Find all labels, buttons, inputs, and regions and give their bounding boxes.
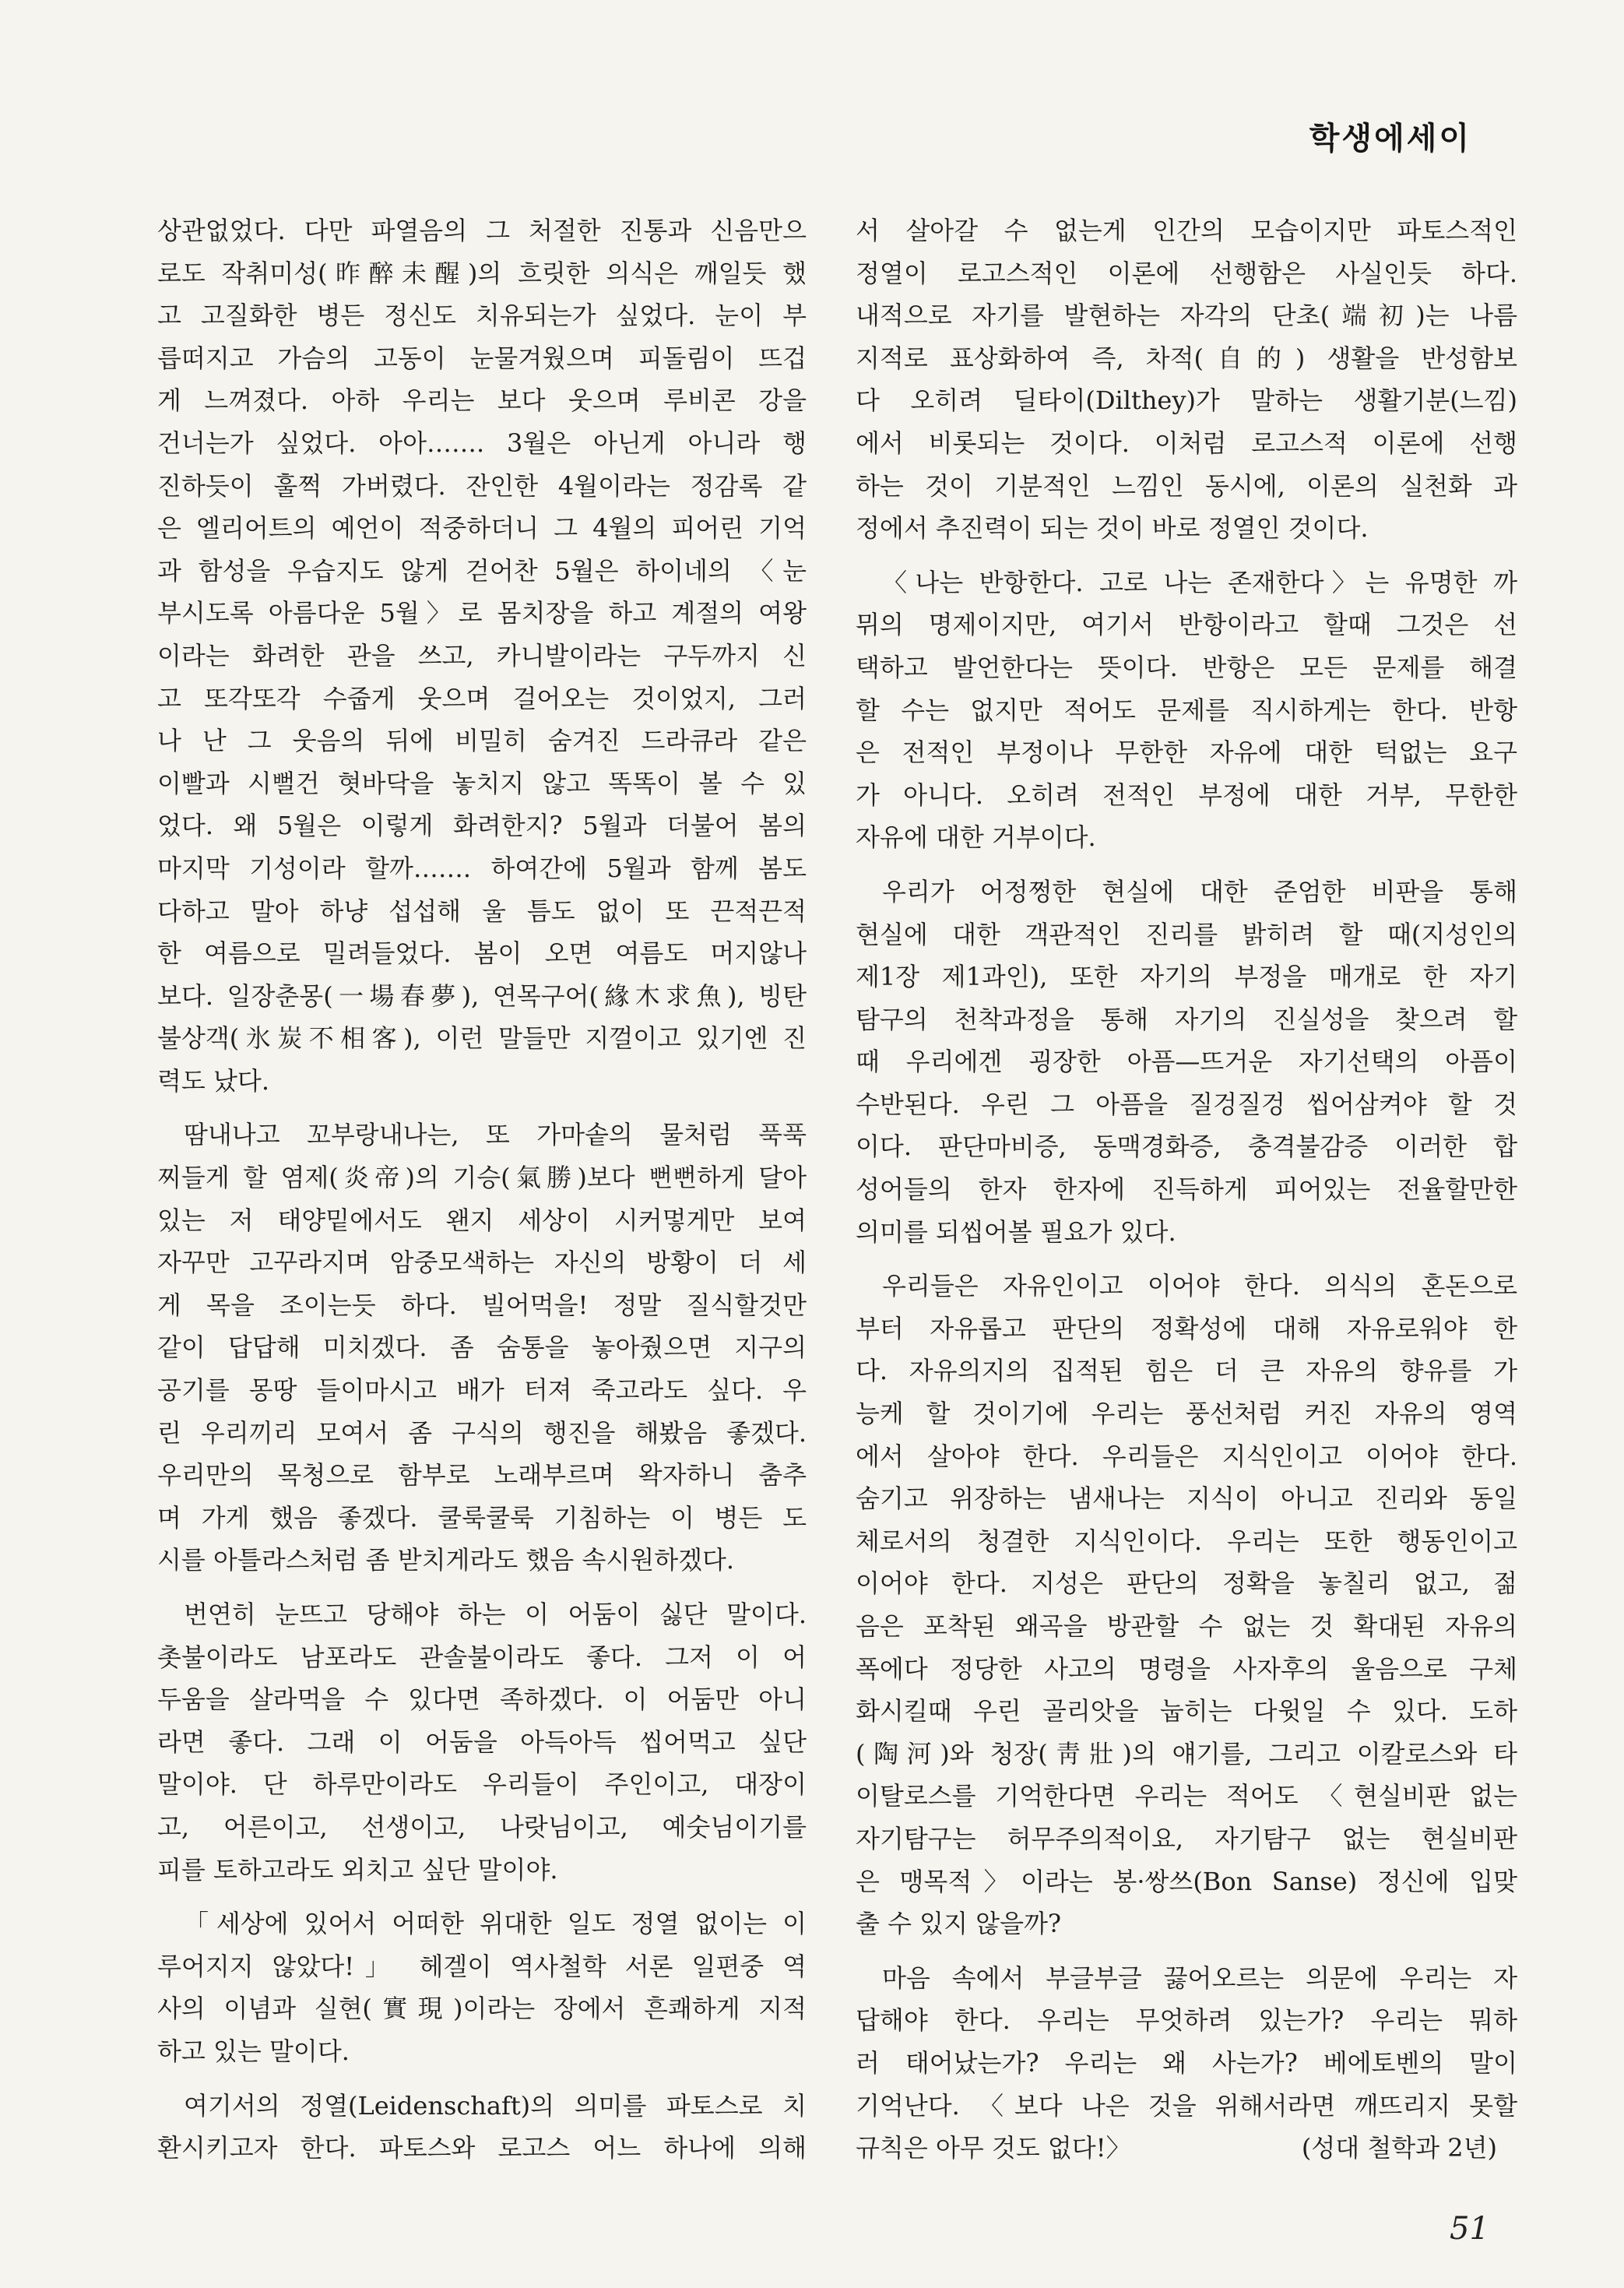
text-line: 정에서 추진력이 되는 것이 바로 정열인 것이다. xyxy=(856,513,1369,544)
paragraph xyxy=(157,1114,807,1582)
text-line: 고 고질화한 병든 정신도 치유되는가 싶었다. 눈이 부 xyxy=(157,301,807,331)
text-line: 출 수 있지 않을까? xyxy=(856,1909,1062,1939)
text-line: 답해야 한다. 우리는 무엇하려 있는가? 우리는 뭐하 xyxy=(856,2005,1517,2036)
text-line: 지적로 표상화하여 즉, 차적(自的) 생활을 반성함보 xyxy=(856,343,1517,373)
text-line: 린 우리끼리 모여서 좀 구식의 행진을 해봤음 좋겠다. xyxy=(157,1417,807,1448)
text-line: 루어지지 않았다!」 헤겔이 역사철학 서론 일편중 역 xyxy=(157,1951,807,1981)
text-line: 시를 아틀라스처럼 좀 받치게라도 했음 속시원하겠다. xyxy=(157,1545,735,1575)
paragraph xyxy=(856,561,1517,859)
text-line: 가 아니다. 오히려 전적인 부정에 대한 거부, 무한한 xyxy=(856,780,1517,810)
paragraph xyxy=(856,1957,1517,2170)
text-line: 마음 속에서 부글부글 끓어오르는 의문에 우리는 자 xyxy=(882,1962,1517,1993)
text-line: 할 수는 없지만 적어도 문제를 직시하게는 한다. 반항 xyxy=(856,695,1517,725)
text-line: 력도 났다. xyxy=(157,1065,269,1096)
text-line: 체로서의 청결한 지식인이다. 우리는 또한 행동인이고 xyxy=(856,1526,1517,1556)
text-line: 택하고 발언한다는 뜻이다. 반항은 모든 문제를 해결 xyxy=(856,652,1517,682)
text-line: 〈나는 반항한다. 고로 나는 존재한다〉는 유명한 까 xyxy=(882,567,1517,597)
text-line: 서 살아갈 수 없는게 인간의 모습이지만 파토스적인 xyxy=(856,216,1517,245)
text-line: 사의 이념과 실현(實現)이라는 장에서 흔쾌하게 지적 xyxy=(157,1994,807,2024)
text-line: 촛불이라도 남포라도 관솔불이라도 좋다. 그저 이 어 xyxy=(157,1642,807,1672)
text-line: 이라는 화려한 관을 쓰고, 카니발이라는 구두까지 신 xyxy=(157,640,807,671)
text-line: 다하고 말아 하냥 섭섭해 울 틈도 없이 또 끈적끈적 xyxy=(157,896,807,926)
text-line: 내적으로 자기를 발현하는 자각의 단초(端初)는 나름 xyxy=(856,301,1517,331)
text-line: 말이야. 단 하루만이라도 우리들이 주인이고, 대장이 xyxy=(157,1769,807,1800)
section-label: 학생에세이 xyxy=(1309,121,1471,157)
text-line: 공기를 몽땅 들이마시고 배가 터져 죽고라도 싶다. 우 xyxy=(157,1375,807,1406)
text-line: 게 목을 조이는듯 하다. 빌어먹을! 정말 질식할것만 xyxy=(157,1290,807,1320)
text-line: 부터 자유롭고 판단의 정확성에 대해 자유로워야 한 xyxy=(856,1313,1517,1343)
text-line: 은 맹목적〉이라는 봉·쌍쓰(Bon Sanse) 정신에 입맞 xyxy=(856,1866,1517,1896)
paragraph xyxy=(856,871,1517,1253)
text-line: 있는 저 태양밑에서도 왠지 세상이 시커멓게만 보여 xyxy=(157,1205,807,1235)
text-line: 폭에다 정당한 사고의 명령을 사자후의 울음으로 구체 xyxy=(856,1653,1517,1684)
text-line: 우리들은 자유인이고 이어야 한다. 의식의 혼돈으로 xyxy=(882,1271,1517,1301)
text-line: 여기서의 정열(Leidenschaft)의 의미를 파토스로 치 xyxy=(184,2090,807,2121)
text-line: 마지막 기성이라 할까……. 하여간에 5월과 함께 봄도 xyxy=(157,853,807,883)
text-line: 때 우리에겐 굉장한 아픔—뜨거운 자기선택의 아픔이 xyxy=(856,1047,1517,1077)
text-line: 현실에 대한 객관적인 진리를 밝히려 할 때(지성인의 xyxy=(856,919,1517,949)
text-line: 며 가게 했음 좋겠다. 쿨룩쿨룩 기침하는 이 병든 도 xyxy=(157,1502,807,1533)
text-line: 에서 비롯되는 것이다. 이처럼 로고스적 이론에 선행 xyxy=(856,428,1517,458)
text-line: 이빨과 시뻘건 혓바닥을 놓치지 않고 똑똑이 볼 수 있 xyxy=(157,768,807,798)
paragraph xyxy=(856,1265,1517,1945)
text-line: 화시킬때 우린 골리앗을 눕히는 다윗일 수 있다. 도하 xyxy=(856,1696,1517,1727)
text-line: 상관없었다. 다만 파열음의 그 처절한 진통과 신음만으 xyxy=(157,216,807,245)
paragraph xyxy=(157,209,807,1102)
text-line: 고 또각또각 수줍게 웃으며 걸어오는 것이었지, 그러 xyxy=(157,683,807,713)
text-line: 에서 살아야 한다. 우리들은 지식인이고 이어야 한다. xyxy=(856,1441,1517,1471)
text-line: 찌들게 할 염제(炎帝)의 기승(氣勝)보다 뻔뻔하게 달아 xyxy=(157,1163,807,1193)
text-line: 같이 답답해 미치겠다. 좀 숨통을 놓아줬으면 지구의 xyxy=(157,1332,807,1363)
text-line: 우리가 어정쩡한 현실에 대한 준엄한 비판을 통해 xyxy=(882,876,1517,906)
text-line: 자꾸만 고꾸라지며 암중모색하는 자신의 방황이 더 세 xyxy=(157,1248,807,1278)
text-line: 자기탐구는 허무주의적이요, 자기탐구 없는 현실비판 xyxy=(856,1823,1517,1853)
text-line: 환시키고자 한다. 파토스와 로고스 어느 하나에 의해 xyxy=(157,2133,807,2163)
text-line: 진하듯이 훌쩍 가버렸다. 잔인한 4월이라는 정감록 같 xyxy=(157,470,807,501)
text-line: 음은 포착된 왜곡을 방관할 수 없는 것 확대된 자유의 xyxy=(856,1611,1517,1641)
text-line: 다. 자유의지의 집적된 힘은 더 큰 자유의 향유를 가 xyxy=(856,1356,1517,1386)
text-line: 제1장 제1과인), 또한 자기의 부정을 매개로 한 자기 xyxy=(856,962,1517,992)
text-line: 두움을 살라먹을 수 있다면 족하겠다. 이 어둠만 아니 xyxy=(157,1684,807,1715)
paragraph xyxy=(157,2085,807,2170)
paragraph xyxy=(856,209,1517,550)
text-line: 건너는가 싶었다. 아아……. 3월은 아닌게 아니라 행 xyxy=(157,428,807,458)
text-line: 의미를 되씹어볼 필요가 있다. xyxy=(856,1216,1176,1247)
text-line: 탐구의 천착과정을 통해 자기의 진실성을 찾으려 할 xyxy=(856,1004,1517,1034)
text-line: (陶河)와 청장(靑壯)의 얘기를, 그리고 이칼로스와 타 xyxy=(856,1738,1517,1769)
text-line: 정열이 로고스적인 이론에 선행함은 사실인듯 하다. xyxy=(856,258,1517,288)
text-line: 이다. 판단마비증, 동맥경화증, 충격불감증 이러한 합 xyxy=(856,1132,1517,1162)
text-line: 라면 좋다. 그래 이 어둠을 아득아득 씹어먹고 싶단 xyxy=(157,1727,807,1757)
text-line: 은 엘리어트의 예언이 적중하더니 그 4월의 피어린 기억 xyxy=(157,513,807,544)
text-line: 불상객(氷炭不相客), 이런 말들만 지껄이고 있기엔 진 xyxy=(157,1023,807,1054)
author-attribution: (성대 철학과 2년) xyxy=(1301,2133,1497,2163)
text-line: 다 오히려 딜타이(Dilthey)가 말하는 생활기분(느낌) xyxy=(856,385,1517,416)
text-line: 이탈로스를 기억한다면 우리는 적어도 〈현실비판 없는 xyxy=(856,1781,1517,1811)
text-line: 하는 것이 기분적인 느낌인 동시에, 이론의 실천화 과 xyxy=(856,470,1517,501)
text-line: 한 여름으로 밀려들었다. 봄이 오면 여름도 머지않나 xyxy=(157,938,807,969)
text-line: 번연히 눈뜨고 당해야 하는 이 어둠이 싫단 말이다. xyxy=(184,1600,807,1629)
text-line: 었다. 왜 5월은 이렇게 화려한지? 5월과 더불어 봄의 xyxy=(157,811,807,841)
right-column xyxy=(856,209,1517,2170)
text-line: 숨기고 위장하는 냄새나는 지식이 아니고 진리와 동일 xyxy=(856,1484,1517,1514)
text-line: 성어들의 한자 한자에 진득하게 피어있는 전율할만한 xyxy=(856,1174,1517,1205)
text-line: 은 전적인 부정이나 무한한 자유에 대한 턱없는 요구 xyxy=(856,737,1517,768)
text-line: 고, 어른이고, 선생이고, 나랏님이고, 예숫님이기를 xyxy=(157,1811,807,1842)
text-line: 자유에 대한 거부이다. xyxy=(856,822,1096,853)
text-line: 이어야 한다. 지성은 판단의 정확을 놓칠리 없고, 젊 xyxy=(856,1568,1517,1599)
text-line: 땀내나고 꼬부랑내나는, 또 가마솥의 물처럼 푹푹 xyxy=(184,1120,807,1150)
left-column xyxy=(157,209,807,2170)
text-line: 과 함성을 우습지도 않게 걷어찬 5월은 하이네의 〈눈 xyxy=(157,555,807,586)
text-line: 우리만의 목청으로 함부로 노래부르며 왁자하니 춤추 xyxy=(157,1460,807,1491)
text-line: 수반된다. 우린 그 아픔을 질겅질겅 씹어삼켜야 할 것 xyxy=(856,1089,1517,1119)
text-line-content: 규칙은 아무 것도 없다!〉 xyxy=(856,2133,1131,2163)
text-line: 게 느껴졌다. 아하 우리는 보다 웃으며 루비콘 강을 xyxy=(157,385,807,416)
text-line: 릅떠지고 가슴의 고동이 눈물겨웠으며 피돌림이 뜨겁 xyxy=(157,343,807,373)
page-number: 51 xyxy=(1450,2211,1489,2247)
text-line: 능케 할 것이기에 우리는 풍선처럼 커진 자유의 영역 xyxy=(856,1399,1517,1429)
text-line: 피를 토하고라도 외치고 싶단 말이야. xyxy=(157,1854,558,1885)
text-line: 뮈의 명제이지만, 여기서 반항이라고 할때 그것은 선 xyxy=(856,610,1517,640)
text-line: 기억난다. 〈보다 나은 것을 위해서라면 깨뜨리지 못할 xyxy=(856,2090,1517,2121)
paragraph xyxy=(157,1593,807,1891)
text-line: 부시도록 아름다운 5월〉로 몸치장을 하고 계절의 여왕 xyxy=(157,598,807,628)
text-line: 나 난 그 웃음의 뒤에 비밀히 숨겨진 드라큐라 같은 xyxy=(157,726,807,756)
text-line: 보다. 일장춘몽(一場春夢), 연목구어(緣木求魚), 빙탄 xyxy=(157,980,807,1011)
text-line: 로도 작취미성(昨醉未醒)의 흐릿한 의식은 깨일듯 했 xyxy=(157,258,807,288)
text-line: 「세상에 있어서 어떠한 위대한 일도 정열 없이는 이 xyxy=(184,1909,807,1939)
text-line: 러 태어났는가? 우리는 왜 사는가? 베에토벤의 말이 xyxy=(856,2047,1517,2078)
text-line xyxy=(856,2127,1517,2170)
paragraph xyxy=(157,1903,807,2072)
text-line: 하고 있는 말이다. xyxy=(157,2036,350,2066)
